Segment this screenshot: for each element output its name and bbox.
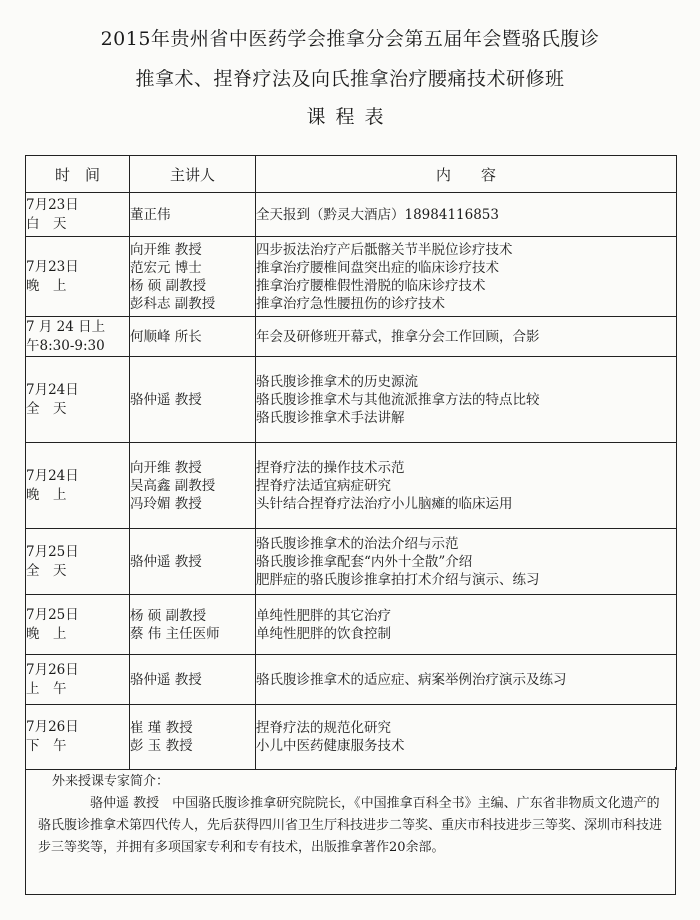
- time-cell-line: 白 天: [26, 215, 67, 232]
- time-cell-line: 7月23日: [26, 258, 79, 275]
- speaker-cell-line: 骆仲遥 教授: [130, 671, 202, 688]
- content-cell-line: 推拿治疗腰椎假性滑脱的临床诊疗技术: [256, 277, 486, 294]
- title-schedule: 课程表: [306, 106, 394, 128]
- content-cell-line: 四步扳法治疗产后骶髂关节半脱位诊疗技术: [256, 241, 513, 258]
- content-cell-line: 全天报到（黔灵大酒店）18984116853: [256, 206, 499, 223]
- content-cell: [256, 237, 677, 317]
- time-cell-line: 7 月 24 日上: [26, 318, 106, 335]
- speaker-cell: [130, 595, 256, 655]
- time-cell: [26, 705, 130, 770]
- time-cell-line: 全 天: [26, 400, 67, 417]
- content-cell-line: 捏脊疗法的操作技术示范: [256, 459, 405, 476]
- speaker-cell-line: 范宏元 博士: [130, 259, 202, 276]
- speaker-cell-line: 冯玲媚 教授: [130, 495, 202, 512]
- time-cell-line: 上 午: [26, 680, 67, 697]
- time-cell: [26, 357, 130, 443]
- time-cell-line: 7月26日: [26, 719, 79, 735]
- time-cell-line: 7月25日: [26, 543, 79, 560]
- speaker-cell-line: 董正伟: [130, 206, 171, 223]
- content-cell-line: 骆氏腹诊推拿术的治法介绍与示范: [256, 535, 459, 552]
- content-cell-line: 骆氏腹诊推拿术的历史源流: [256, 373, 418, 390]
- content-cell: [256, 317, 677, 357]
- column-header-speaker: 主讲人: [130, 156, 256, 193]
- content-cell: [256, 443, 677, 529]
- time-cell-line: 晚 上: [26, 625, 67, 642]
- content-cell-line: 推拿治疗急性腰扭伤的诊疗技术: [256, 295, 445, 312]
- table-header-row: [26, 156, 677, 193]
- content-cell: [256, 357, 677, 443]
- content-cell: [256, 705, 677, 770]
- content-cell-line: 肥胖症的骆氏腹诊推拿拍打术介绍与演示、练习: [256, 571, 540, 588]
- speaker-cell-line: 杨 硕 副教授: [130, 277, 207, 294]
- speaker-cell-line: 崔 瑾 教授: [130, 720, 193, 736]
- time-cell-line: 晚 上: [26, 486, 67, 503]
- intro-body: 骆仲遥 教授 中国骆氏腹诊推拿研究院院长，《中国推拿百科全书》主编、广东省非物质文化遗产的骆氏腹诊推拿术第四代传人，先后获得四川省卫生厅科技进步二等奖、重庆市科技进步三等奖、深圳市科技进步三等奖等，并拥有多项国家专利和专有技术，出版推拿著作20余部。: [38, 796, 663, 855]
- schedule-table: [25, 155, 677, 770]
- content-cell: [256, 193, 677, 237]
- title-line-1: 2015年贵州省中医药学会推拿分会第五届年会暨骆氏腹诊: [100, 28, 600, 50]
- expert-intro: [25, 767, 676, 895]
- time-cell: [26, 655, 130, 705]
- content-cell-line: 骆氏腹诊推拿术手法讲解: [256, 409, 405, 426]
- table-row: [26, 317, 677, 357]
- time-cell-line: 晚 上: [26, 277, 67, 294]
- speaker-cell: [130, 193, 256, 237]
- time-cell-line: 午8:30-9:30: [26, 337, 105, 354]
- title-line-2: 推拿术、捏脊疗法及向氏推拿治疗腰痛技术研修班: [135, 68, 565, 90]
- content-cell-line: 推拿治疗腰椎间盘突出症的临床诊疗技术: [256, 259, 499, 276]
- table-row: [26, 595, 677, 655]
- speaker-cell: [130, 705, 256, 770]
- content-cell-line: 骆氏腹诊推拿配套“内外十全散”介绍: [256, 553, 473, 570]
- column-header-time: 时 间: [26, 156, 130, 193]
- speaker-cell: [130, 655, 256, 705]
- time-cell: [26, 317, 130, 357]
- content-cell-line: 单纯性肥胖的其它治疗: [256, 607, 391, 624]
- speaker-cell-line: 彭 玉 教授: [130, 738, 193, 754]
- speaker-cell: [130, 357, 256, 443]
- speaker-cell: [130, 443, 256, 529]
- speaker-cell-line: 何顺峰 所长: [130, 328, 202, 345]
- time-cell: [26, 595, 130, 655]
- time-cell-line: 全 天: [26, 562, 67, 579]
- table-row: [26, 705, 677, 770]
- content-cell-line: 小儿中医药健康服务技术: [256, 738, 405, 754]
- speaker-cell-line: 骆仲遥 教授: [130, 391, 202, 408]
- speaker-cell-line: 吴高鑫 副教授: [130, 477, 216, 494]
- speaker-cell: [130, 317, 256, 357]
- content-cell-line: 捏脊疗法的规范化研究: [256, 720, 391, 736]
- time-cell-line: 下 午: [26, 738, 67, 754]
- table-row: [26, 237, 677, 317]
- speaker-cell-line: 彭科志 副教授: [130, 295, 216, 312]
- content-cell: [256, 529, 677, 595]
- column-header-content: 内 容: [256, 156, 677, 193]
- time-cell-line: 7月24日: [26, 467, 79, 484]
- table-row: [26, 193, 677, 237]
- time-cell-line: 7月24日: [26, 381, 79, 398]
- content-cell-line: 骆氏腹诊推拿术与其他流派推拿方法的特点比较: [256, 391, 540, 408]
- table-row: [26, 357, 677, 443]
- speaker-cell-line: 向开维 教授: [130, 459, 202, 476]
- speaker-cell-line: 蔡 伟 主任医师: [130, 625, 220, 642]
- content-cell: [256, 595, 677, 655]
- content-cell-line: 头针结合捏脊疗法治疗小儿脑瘫的临床运用: [256, 495, 513, 512]
- time-cell-line: 7月26日: [26, 661, 79, 678]
- time-cell: [26, 237, 130, 317]
- content-cell-line: 捏脊疗法适宜病症研究: [256, 477, 391, 494]
- speaker-cell-line: 向开维 教授: [130, 241, 202, 258]
- intro-title: 外来授课专家简介：: [52, 774, 170, 789]
- content-cell-line: 年会及研修班开幕式，推拿分会工作回顾，合影: [256, 328, 540, 345]
- speaker-cell-line: 杨 硕 副教授: [130, 607, 207, 624]
- content-cell-line: 单纯性肥胖的饮食控制: [256, 625, 391, 642]
- time-cell-line: 7月23日: [26, 196, 79, 213]
- table-row: [26, 655, 677, 705]
- content-cell-line: 骆氏腹诊推拿术的适应症、病案举例治疗演示及练习: [256, 671, 567, 688]
- table-row: [26, 443, 677, 529]
- time-cell-line: 7月25日: [26, 606, 79, 623]
- speaker-cell: [130, 237, 256, 317]
- time-cell: [26, 193, 130, 237]
- table-row: [26, 529, 677, 595]
- content-cell: [256, 655, 677, 705]
- speaker-cell-line: 骆仲遥 教授: [130, 553, 202, 570]
- time-cell: [26, 529, 130, 595]
- time-cell: [26, 443, 130, 529]
- speaker-cell: [130, 529, 256, 595]
